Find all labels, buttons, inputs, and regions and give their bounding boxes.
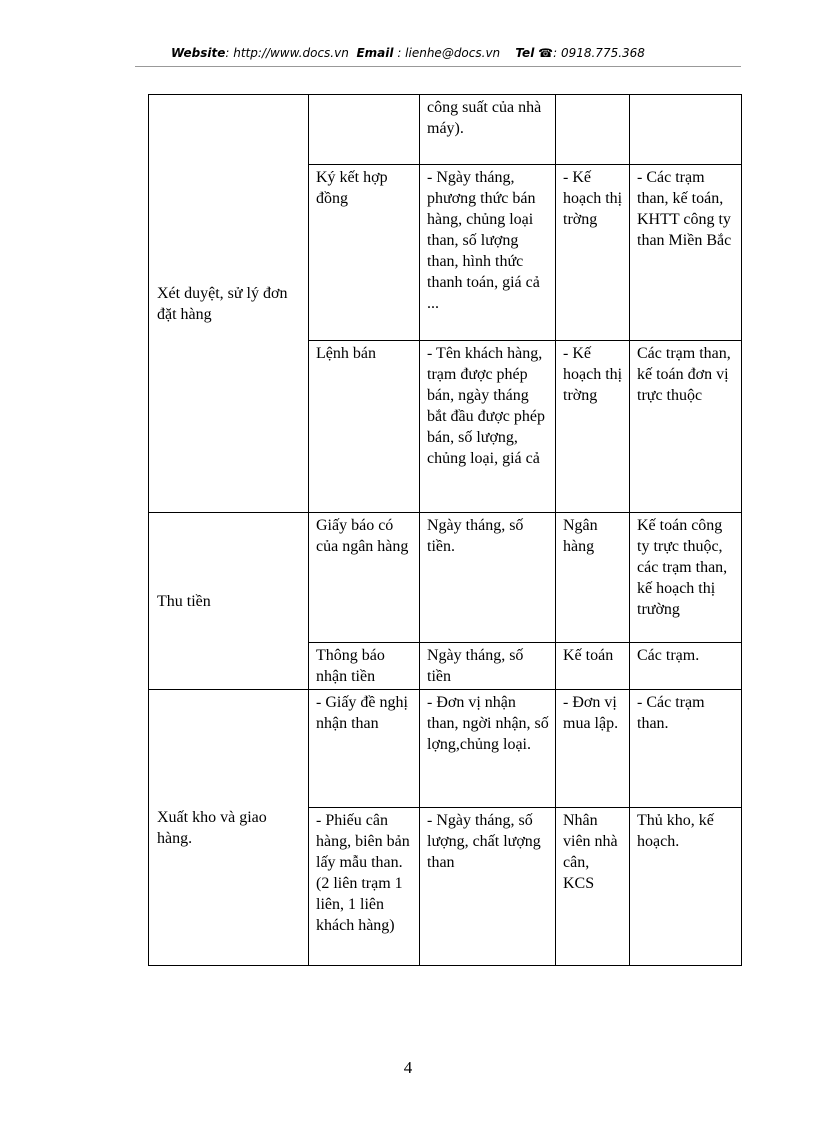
document-flow-table <box>148 94 742 966</box>
destination-cell <box>630 95 742 165</box>
page-number: 4 <box>403 1058 413 1077</box>
content-cell: Ngày tháng, số tiền <box>420 643 556 690</box>
page-header <box>0 46 816 60</box>
destination-cell: - Các trạm than. <box>630 690 742 808</box>
document-cell: Ký kết hợp đồng <box>309 165 420 341</box>
document-cell: - Phiếu cân hàng, biên bản lấy mẫu than.(2 liên trạm 1 liên, 1 liên khách hàng) <box>309 808 420 966</box>
source-cell: - Kế hoạch thị trờng <box>556 165 630 341</box>
content-cell: - Ngày tháng, phương thức bán hàng, chủng loại than, số lượng than, hình thức thanh toán, giá cả ... <box>420 165 556 341</box>
source-cell: Kế toán <box>556 643 630 690</box>
tel-label: Tel <box>515 46 535 60</box>
source-cell: - Kế hoạch thị trờng <box>556 341 630 513</box>
content-cell: - Tên khách hàng, trạm được phép bán, ngày tháng bắt đầu được phép bán, số lượng, chủng loại, giá cả <box>420 341 556 513</box>
document-cell: Giấy báo có của ngân hàng <box>309 513 420 643</box>
process-cell: Xuất kho và giao hàng. <box>149 690 309 966</box>
document-cell: - Giấy đề nghị nhận than <box>309 690 420 808</box>
email-value: : lienhe@docs.vn <box>393 46 501 60</box>
content-cell: Ngày tháng, số tiền. <box>420 513 556 643</box>
website-label: Website <box>171 46 226 60</box>
process-cell: Xét duyệt, sử lý đơn đặt hàng <box>149 95 309 513</box>
table-row <box>149 513 742 643</box>
table-row <box>149 95 742 165</box>
source-cell: Nhân viên nhà cân, KCS <box>556 808 630 966</box>
tel-value: : 0918.775.368 <box>553 46 645 60</box>
table-row <box>149 690 742 808</box>
document-cell: Thông báo nhận tiền <box>309 643 420 690</box>
header-divider <box>135 66 741 67</box>
destination-cell: Các trạm than, kế toán đơn vị trực thuộc <box>630 341 742 513</box>
email-label: Email <box>356 46 394 60</box>
destination-cell: Thủ kho, kế hoạch. <box>630 808 742 966</box>
phone-icon: ☎ <box>538 46 554 60</box>
content-cell: công suất của nhà máy). <box>420 95 556 165</box>
document-cell <box>309 95 420 165</box>
website-value: : http://www.docs.vn <box>225 46 349 60</box>
destination-cell: Kế toán công ty trực thuộc, các trạm than, kế hoạch thị trường <box>630 513 742 643</box>
source-cell <box>556 95 630 165</box>
content-cell: - Đơn vị nhận than, ngời nhận, số lợng,chủng loại. <box>420 690 556 808</box>
source-cell: - Đơn vị mua lập. <box>556 690 630 808</box>
process-cell: Thu tiền <box>149 513 309 690</box>
destination-cell: Các trạm. <box>630 643 742 690</box>
content-cell: - Ngày tháng, số lượng, chất lượng than <box>420 808 556 966</box>
destination-cell: - Các trạm than, kế toán, KHTT công ty than Miền Bắc <box>630 165 742 341</box>
document-cell: Lệnh bán <box>309 341 420 513</box>
source-cell: Ngân hàng <box>556 513 630 643</box>
